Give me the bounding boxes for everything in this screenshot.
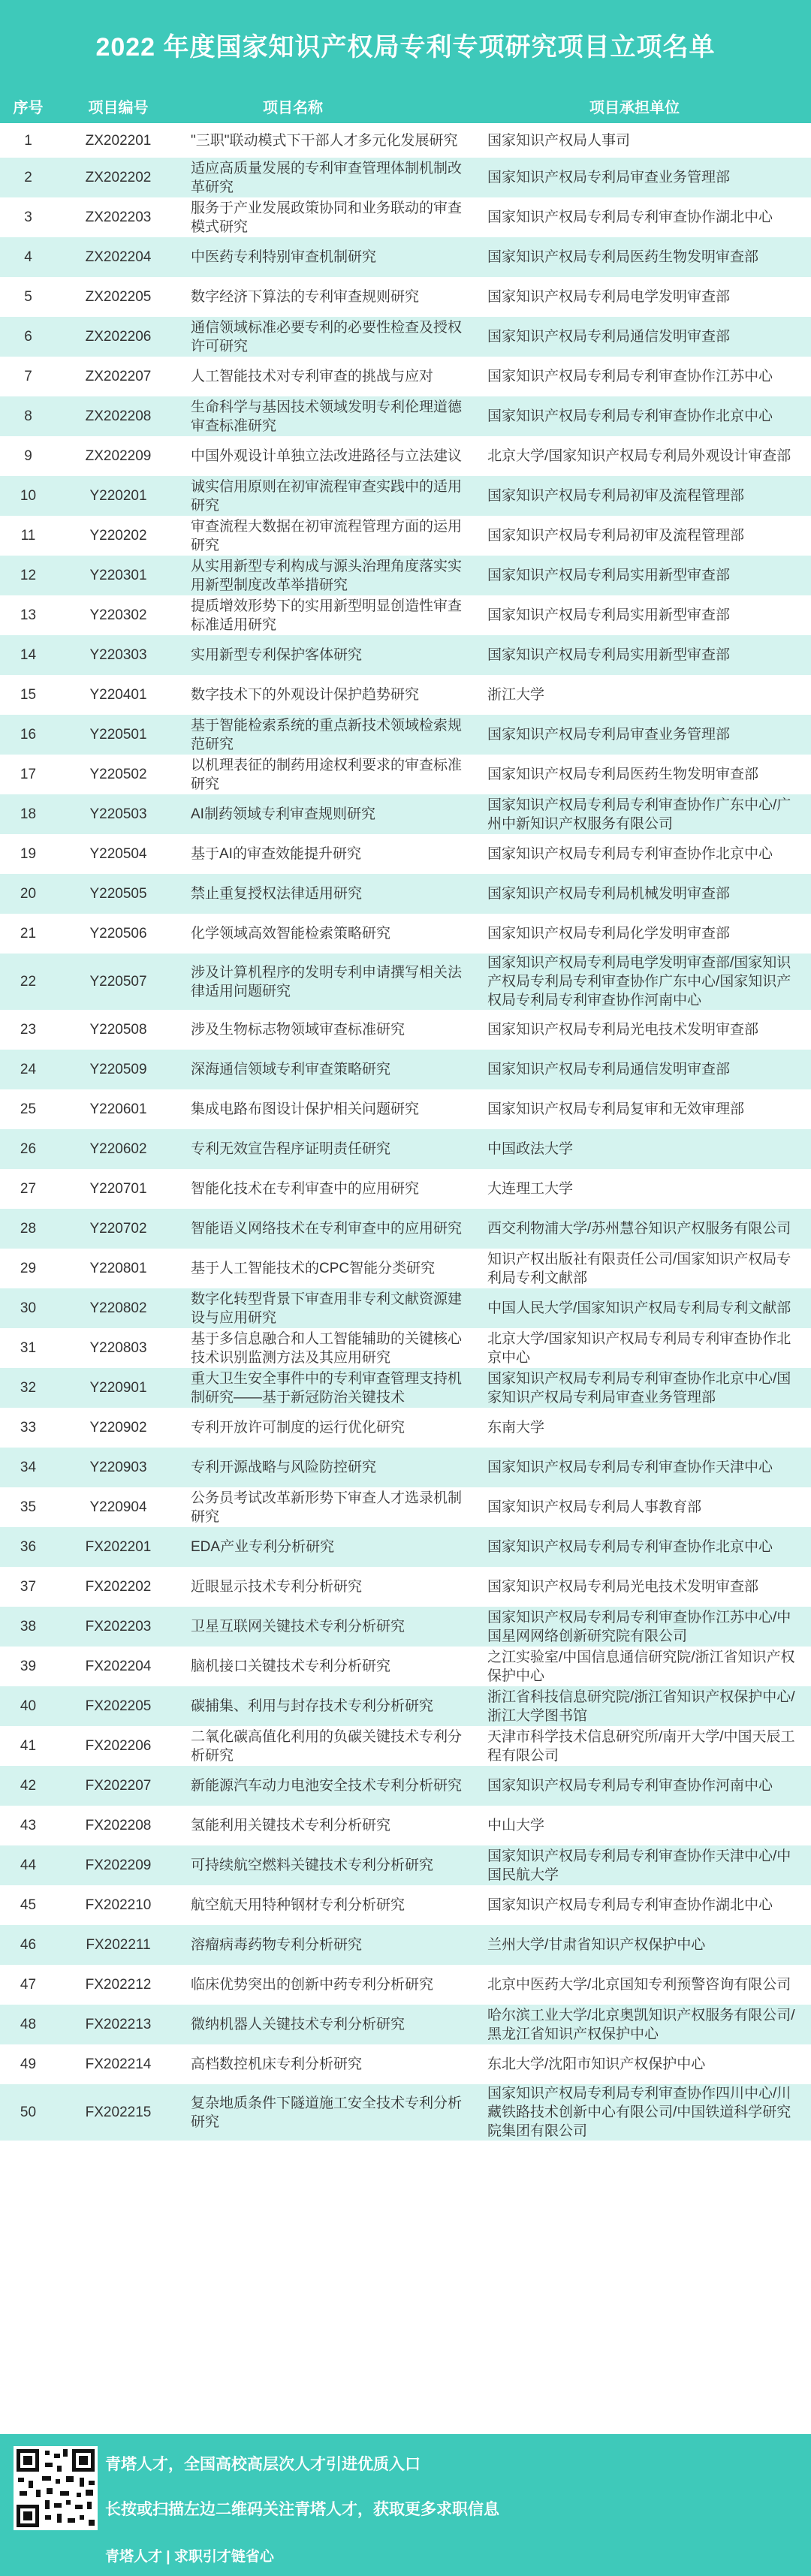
project-org: 中国政法大学 [487,1141,574,1157]
row-number: 6 [24,329,32,345]
project-org: 国家知识产权局专利局专利审查协作河南中心 [487,1778,773,1794]
project-org: 国家知识产权局专利局实用新型审查部 [487,568,731,583]
row-number: 23 [20,1022,37,1038]
project-code: FX202213 [85,2017,152,2032]
row-number: 33 [20,1420,37,1436]
project-name: 卫星互联网关键技术专利分析研究 [191,1619,406,1634]
table-row [0,1328,811,1368]
project-name: 实用新型专利保护客体研究 [191,647,363,663]
project-org: 国家知识产权局专利局初审及流程管理部 [487,528,745,544]
project-code: FX202209 [85,1857,152,1873]
row-number: 40 [20,1698,37,1714]
project-org: 国家知识产权局专利局审查业务管理部 [487,727,731,743]
project-org: 国家知识产权局专利局医药生物发明审查部 [487,767,759,782]
table-row [0,1249,811,1288]
project-org: 国家知识产权局专利局电学发明审查部 [487,289,731,305]
project-org: 国家知识产权局专利局通信发明审查部 [487,329,731,345]
project-org: 哈尔滨工业大学/北京奥凯知识产权服务有限公司/黑龙江省知识产权保护中心 [487,2007,795,2042]
project-code: Y220602 [89,1141,147,1157]
project-org: 国家知识产权局专利局实用新型审查部 [487,647,731,663]
table-row [0,794,811,834]
project-code: Y220701 [89,1181,147,1197]
table-row [0,874,811,914]
project-org: 知识产权出版社有限责任公司/国家知识产权局专利局专利文献部 [487,1251,791,1286]
table-row [0,834,811,874]
project-code: FX202208 [85,1818,152,1833]
project-org: 天津市科学技术信息研究所/南开大学/中国天辰工程有限公司 [487,1728,795,1764]
project-code: ZX202205 [85,289,152,305]
project-name: 适应高质量发展的专利审查管理体制机制改革研究 [191,160,463,195]
row-number: 11 [20,528,36,544]
project-name: 专利开放许可制度的运行优化研究 [191,1420,406,1436]
project-name: 基于人工智能技术的CPC智能分类研究 [191,1261,436,1276]
project-name: 以机理表征的制药用途权利要求的审查标准研究 [191,757,463,792]
row-number: 37 [20,1579,37,1595]
project-name: AI制药领域专利审查规则研究 [191,806,375,822]
project-code: Y220503 [89,806,147,822]
project-org: 浙江大学 [487,687,545,703]
table-row [0,1726,811,1766]
row-number: 1 [24,132,32,149]
project-name: 重大卫生安全事件中的专利审查管理支持机制研究——基于新冠防治关键技术 [191,1370,463,1406]
project-org: 北京中医药大学/北京国知专利预警咨询有限公司 [487,1977,791,1993]
table-row [0,1209,811,1249]
table-row [0,1448,811,1487]
project-name: 航空航天用特种钢材专利分析研究 [191,1897,406,1913]
project-org: 大连理工大学 [487,1181,574,1197]
project-name: 集成电路布图设计保护相关问题研究 [191,1101,420,1117]
project-org: 国家知识产权局专利局专利审查协作天津中心/中国民航大学 [487,1848,791,1883]
project-org: 西交利物浦大学/苏州慧谷知识产权服务有限公司 [487,1221,791,1237]
project-code: Y220504 [89,846,147,862]
table-row [0,2084,811,2141]
footer-line-3: 青塔人才 | 求职引才链省心 [105,2549,274,2565]
table-row [0,1527,811,1567]
project-org: 国家知识产权局专利局专利审查协作北京中心/国家知识产权局专利局审查业务管理部 [487,1370,791,1406]
row-number: 4 [24,249,32,265]
row-number: 45 [20,1897,37,1913]
project-org: 国家知识产权局专利局专利审查协作四川中心/川藏铁路技术创新中心有限公司/中国铁道科学研究院集团有限公司 [487,2086,791,2139]
table-row [0,755,811,794]
project-org: 中国人民大学/国家知识产权局专利局专利文献部 [487,1300,791,1316]
project-name: 中医药专利特别审查机制研究 [191,249,377,265]
row-number: 25 [20,1101,37,1117]
project-org: 国家知识产权局专利局专利审查协作江苏中心/中国星网网络创新研究院有限公司 [487,1609,791,1644]
table-row [0,237,811,277]
row-number: 10 [20,488,37,504]
row-number: 15 [20,687,37,703]
project-org: 国家知识产权局专利局专利审查协作江苏中心 [487,369,773,384]
project-code: ZX202203 [85,209,152,225]
project-code: Y220903 [89,1460,147,1475]
table-row [0,1169,811,1209]
row-number: 34 [20,1460,37,1475]
project-name: 数字化转型背景下审查用非专利文献资源建设与应用研究 [191,1291,463,1326]
table-row [0,954,811,1010]
row-number: 35 [20,1499,37,1515]
table-row [0,1607,811,1647]
project-name: 数字技术下的外观设计保护趋势研究 [191,687,420,703]
project-org: 国家知识产权局专利局专利审查协作北京中心 [487,1539,773,1555]
table-row [0,197,811,237]
table-row [0,1288,811,1328]
project-name: 数字经济下算法的专利审查规则研究 [191,289,420,305]
project-org: 国家知识产权局专利局医药生物发明审查部 [487,249,759,265]
project-org: 兰州大学/甘肃省知识产权保护中心 [487,1937,706,1953]
row-number: 48 [20,2017,37,2032]
project-name: 溶瘤病毒药物专利分析研究 [191,1937,363,1953]
project-org: 国家知识产权局专利局专利审查协作广东中心/广州中新知识产权服务有限公司 [487,797,791,832]
project-org: 国家知识产权局专利局专利审查协作北京中心 [487,846,773,862]
row-number: 18 [20,806,37,822]
project-name: 智能语义网络技术在专利审查中的应用研究 [191,1221,463,1237]
table-row [0,158,811,197]
project-code: Y220901 [89,1380,147,1396]
row-number: 5 [24,289,32,305]
row-number: 41 [20,1738,37,1754]
row-number: 36 [20,1539,37,1555]
project-name: 高档数控机床专利分析研究 [191,2056,363,2072]
project-code: Y220505 [89,886,147,902]
row-number: 28 [20,1221,37,1237]
table-row [0,675,811,715]
project-code: FX202207 [85,1778,152,1794]
project-org: 国家知识产权局人事司 [487,132,631,149]
project-name: 氢能利用关键技术专利分析研究 [191,1818,391,1833]
project-org: 国家知识产权局专利局机械发明审查部 [487,886,731,902]
table-row [0,1686,811,1726]
col-header-no: 序号 [13,99,44,116]
project-code: FX202202 [85,1579,152,1595]
row-number: 29 [20,1261,37,1276]
row-number: 16 [20,727,37,743]
footer-line-1: 青塔人才，全国高校高层次人才引进优质入口 [105,2456,421,2473]
table-row [0,1925,811,1965]
row-number: 30 [20,1300,37,1316]
project-name: 诚实信用原则在初审流程审查实践中的适用研究 [191,478,463,514]
project-org: 国家知识产权局专利局专利审查协作湖北中心 [487,209,773,225]
table-row [0,357,811,396]
project-org: 中山大学 [487,1818,545,1833]
row-number: 46 [20,1937,37,1953]
row-number: 14 [20,647,37,663]
row-number: 50 [20,2104,37,2120]
project-name: 中国外观设计单独立法改进路径与立法建议 [191,448,463,464]
project-org: 浙江省科技信息研究院/浙江省知识产权保护中心/浙江大学图书馆 [487,1689,795,1724]
project-name: 通信领域标准必要专利的必要性检查及授权许可研究 [191,319,463,354]
table-row [0,595,811,635]
project-code: Y220803 [89,1340,147,1356]
project-code: Y220507 [89,974,147,990]
row-number: 39 [20,1659,37,1674]
qr-code-icon[interactable] [14,2446,98,2530]
project-org: 国家知识产权局专利局光电技术发明审查部 [487,1022,759,1038]
row-number: 42 [20,1778,37,1794]
project-code: Y220509 [89,1062,147,1077]
project-org: 国家知识产权局专利局通信发明审查部 [487,1062,731,1077]
row-number: 31 [20,1340,37,1356]
table-row [0,2005,811,2044]
row-number: 8 [24,408,32,424]
project-org: 北京大学/国家知识产权局专利局外观设计审查部 [487,448,791,464]
table-header-row [0,89,811,123]
project-name: 专利无效宣告程序证明责任研究 [191,1141,391,1157]
project-name: 服务于产业发展政策协同和业务联动的审查模式研究 [191,200,463,235]
row-number: 21 [20,926,37,942]
project-code: Y220401 [89,687,147,703]
project-org: 北京大学/国家知识产权局专利局专利审查协作北京中心 [487,1330,791,1366]
row-number: 49 [20,2056,37,2072]
row-number: 27 [20,1181,37,1197]
project-code: ZX202201 [85,132,152,149]
project-name: 审查流程大数据在初审流程管理方面的运用研究 [191,518,463,553]
row-number: 26 [20,1141,37,1157]
project-name: EDA产业专利分析研究 [191,1539,335,1555]
footer-line-2: 长按或扫描左边二维码关注青塔人才，获取更多求职信息 [105,2501,499,2518]
project-org: 国家知识产权局专利局光电技术发明审查部 [487,1579,759,1595]
project-name: 从实用新型专利构成与源头治理角度落实实用新型制度改革举措研究 [191,558,463,593]
project-name: 提质增效形势下的实用新型明显创造性审查标准适用研究 [191,598,463,633]
project-name: 涉及生物标志物领域审查标准研究 [191,1022,406,1038]
project-code: FX202212 [85,1977,152,1993]
project-org: 国家知识产权局专利局审查业务管理部 [487,170,731,185]
project-table [0,89,811,2141]
project-org: 东南大学 [487,1420,545,1436]
col-header-code: 项目编号 [88,99,149,116]
project-org: 国家知识产权局专利局电学发明审查部/国家知识产权局专利局专利审查协作广东中心/国家知识产权局专利局专利审查协作河南中心 [487,955,791,1008]
project-code: ZX202207 [85,369,152,384]
row-number: 22 [20,974,37,990]
project-code: Y220702 [89,1221,147,1237]
table-row [0,1647,811,1686]
project-org: 国家知识产权局专利局专利审查协作北京中心 [487,408,773,424]
table-row [0,1408,811,1448]
row-number: 9 [24,448,32,464]
project-org: 国家知识产权局专利局实用新型审查部 [487,607,731,623]
project-code: ZX202204 [85,249,152,265]
table-row [0,1050,811,1089]
project-name: 新能源汽车动力电池安全技术专利分析研究 [191,1778,463,1794]
project-org: 国家知识产权局专利局化学发明审查部 [487,926,731,942]
row-number: 20 [20,886,37,902]
table-row [0,476,811,516]
row-number: 12 [20,568,37,583]
table-row [0,1089,811,1129]
table-row [0,123,811,158]
row-number: 24 [20,1062,37,1077]
table-row [0,436,811,476]
project-org: 之江实验室/中国信息通信研究院/浙江省知识产权保护中心 [487,1649,795,1684]
table-row [0,2044,811,2084]
project-code: FX202215 [85,2104,152,2120]
project-name: 复杂地质条件下隧道施工安全技术专利分析研究 [191,2095,463,2130]
project-code: FX202206 [85,1738,152,1754]
project-name: 禁止重复授权法律适用研究 [191,886,363,902]
table-row [0,396,811,436]
project-name: 公务员考试改革新形势下审查人才选录机制研究 [191,1490,463,1525]
row-number: 2 [24,170,32,185]
row-number: 43 [20,1818,37,1833]
project-code: FX202204 [85,1659,152,1674]
project-code: ZX202208 [85,408,152,424]
row-number: 47 [20,1977,37,1993]
project-code: FX202201 [85,1539,152,1555]
project-code: Y220802 [89,1300,147,1316]
project-name: 近眼显示技术专利分析研究 [191,1579,363,1595]
row-number: 38 [20,1619,37,1634]
project-code: FX202211 [86,1937,151,1953]
table-row [0,1487,811,1527]
table-row [0,556,811,595]
project-code: Y220202 [89,528,147,544]
project-name: 脑机接口关键技术专利分析研究 [191,1659,391,1674]
row-number: 13 [20,607,37,623]
table-row [0,1845,811,1885]
project-code: Y220601 [89,1101,147,1117]
table-row [0,1885,811,1925]
project-code: Y220201 [89,488,147,504]
project-name: 涉及计算机程序的发明专利申请撰写相关法律适用问题研究 [191,964,463,999]
project-code: ZX202206 [85,329,152,345]
table-row [0,516,811,556]
project-name: 人工智能技术对专利审查的挑战与应对 [191,369,434,384]
table-row [0,277,811,317]
project-code: ZX202202 [85,170,152,185]
page-title: 2022 年度国家知识产权局专利专项研究项目立项名单 [0,0,811,89]
project-name: 基于智能检索系统的重点新技术领域检索规范研究 [191,717,463,752]
project-name: 微纳机器人关键技术专利分析研究 [191,2017,406,2032]
project-code: Y220302 [89,607,147,623]
col-header-org: 项目承担单位 [589,99,680,116]
project-code: Y220301 [89,568,147,583]
project-org: 国家知识产权局专利局复审和无效审理部 [487,1101,745,1117]
project-name: 深海通信领域专利审查策略研究 [191,1062,391,1077]
row-number: 32 [20,1380,37,1396]
row-number: 44 [20,1857,37,1873]
project-org: 国家知识产权局专利局初审及流程管理部 [487,488,745,504]
project-name: 二氧化碳高值化利用的负碳关键技术专利分析研究 [191,1728,463,1764]
table-row [0,1806,811,1845]
project-code: Y220303 [89,647,147,663]
project-name: 专利开源战略与风险防控研究 [191,1460,377,1475]
table-body [0,123,811,2141]
project-code: Y220904 [89,1499,147,1515]
table-row [0,317,811,357]
project-name: 化学领域高效智能检索策略研究 [191,926,391,942]
project-code: ZX202209 [85,448,152,464]
project-name: 基于AI的审查效能提升研究 [191,846,361,862]
table-row [0,1567,811,1607]
table-row [0,914,811,954]
project-org: 国家知识产权局专利局专利审查协作天津中心 [487,1460,773,1475]
table-row [0,715,811,755]
project-code: Y220502 [89,767,147,782]
project-code: FX202210 [85,1897,152,1913]
table-row [0,1368,811,1408]
project-code: FX202214 [85,2056,152,2072]
project-name: 临床优势突出的创新中药专利分析研究 [191,1977,434,1993]
table-row [0,1965,811,2005]
project-name: 基于多信息融合和人工智能辅助的关键核心技术识别监测方法及其应用研究 [191,1330,463,1366]
project-org: 东北大学/沈阳市知识产权保护中心 [487,2056,706,2072]
project-code: Y220506 [89,926,147,942]
project-code: FX202203 [85,1619,152,1634]
project-org: 国家知识产权局专利局专利审查协作湖北中心 [487,1897,773,1913]
row-number: 3 [24,209,32,225]
project-name: 智能化技术在专利审查中的应用研究 [191,1181,420,1197]
table-row [0,1010,811,1050]
project-name: 生命科学与基因技术领域发明专利伦理道德审查标准研究 [191,399,463,434]
project-name: "三职"联动模式下干部人才多元化发展研究 [191,132,458,149]
footer-banner [0,2434,811,2576]
table-row [0,1766,811,1806]
row-number: 7 [24,369,32,384]
project-code: Y220501 [89,727,147,743]
project-org: 国家知识产权局专利局人事教育部 [487,1499,702,1515]
project-code: Y220801 [89,1261,147,1276]
row-number: 17 [20,767,37,782]
table-row [0,635,811,675]
project-name: 可持续航空燃料关键技术专利分析研究 [191,1857,434,1873]
project-name: 碳捕集、利用与封存技术专利分析研究 [191,1698,434,1714]
row-number: 19 [20,846,37,862]
col-header-name: 项目名称 [263,99,323,116]
project-code: Y220902 [89,1420,147,1436]
project-code: Y220508 [89,1022,147,1038]
project-code: FX202205 [85,1698,152,1714]
table-row [0,1129,811,1169]
